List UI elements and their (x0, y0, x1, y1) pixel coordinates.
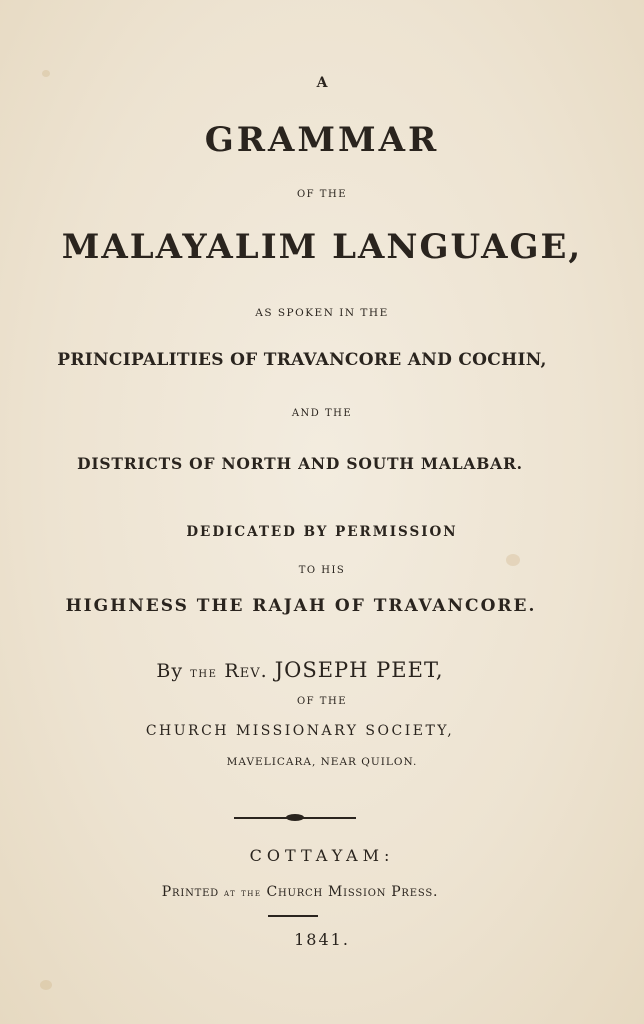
imprint-press: Press. (391, 884, 439, 900)
ornamental-rule-center (286, 814, 304, 821)
ornamental-rule (234, 816, 356, 820)
imprint-printed: Printed (161, 884, 220, 900)
imprint-church: Church (266, 884, 324, 900)
author-connector: OF THE (296, 696, 347, 707)
imprint-at-the: at the (223, 887, 262, 899)
dedication-connector: TO HIS (298, 565, 346, 576)
paper-stain (506, 554, 520, 566)
title-connector: OF THE (296, 189, 347, 200)
author-by: By (156, 660, 184, 682)
title-language: MALAYALIM LANGUAGE, (61, 227, 583, 267)
author-name: JOSEPH PEET, (274, 658, 444, 682)
subtitle-connector-2: AND THE (291, 408, 353, 419)
author-title: Rev. (224, 660, 268, 682)
imprint-printer (0, 885, 600, 899)
dedicatee: HIGHNESS THE RAJAH OF TRAVANCORE. (65, 596, 537, 616)
author-line (0, 660, 600, 681)
paper-stain (40, 980, 52, 990)
title-main: GRAMMAR (204, 120, 440, 160)
imprint-mission: Mission (327, 884, 387, 900)
subtitle-principalities: PRINCIPALITIES OF TRAVANCORE AND COCHIN, (57, 350, 547, 370)
imprint-city: COTTAYAM: (249, 846, 395, 865)
author-location: MAVELICARA, NEAR QUILON. (226, 756, 418, 768)
title-article: A (316, 75, 328, 91)
author-the: the (190, 665, 218, 681)
author-society: CHURCH MISSIONARY SOCIETY, (145, 723, 455, 739)
imprint-year: 1841. (294, 930, 350, 949)
subtitle-districts: DISTRICTS OF NORTH AND SOUTH MALABAR. (77, 454, 523, 473)
dedication-line: DEDICATED BY PERMISSION (186, 524, 458, 540)
subtitle-connector: AS SPOKEN IN THE (255, 307, 389, 319)
short-rule (268, 915, 318, 917)
